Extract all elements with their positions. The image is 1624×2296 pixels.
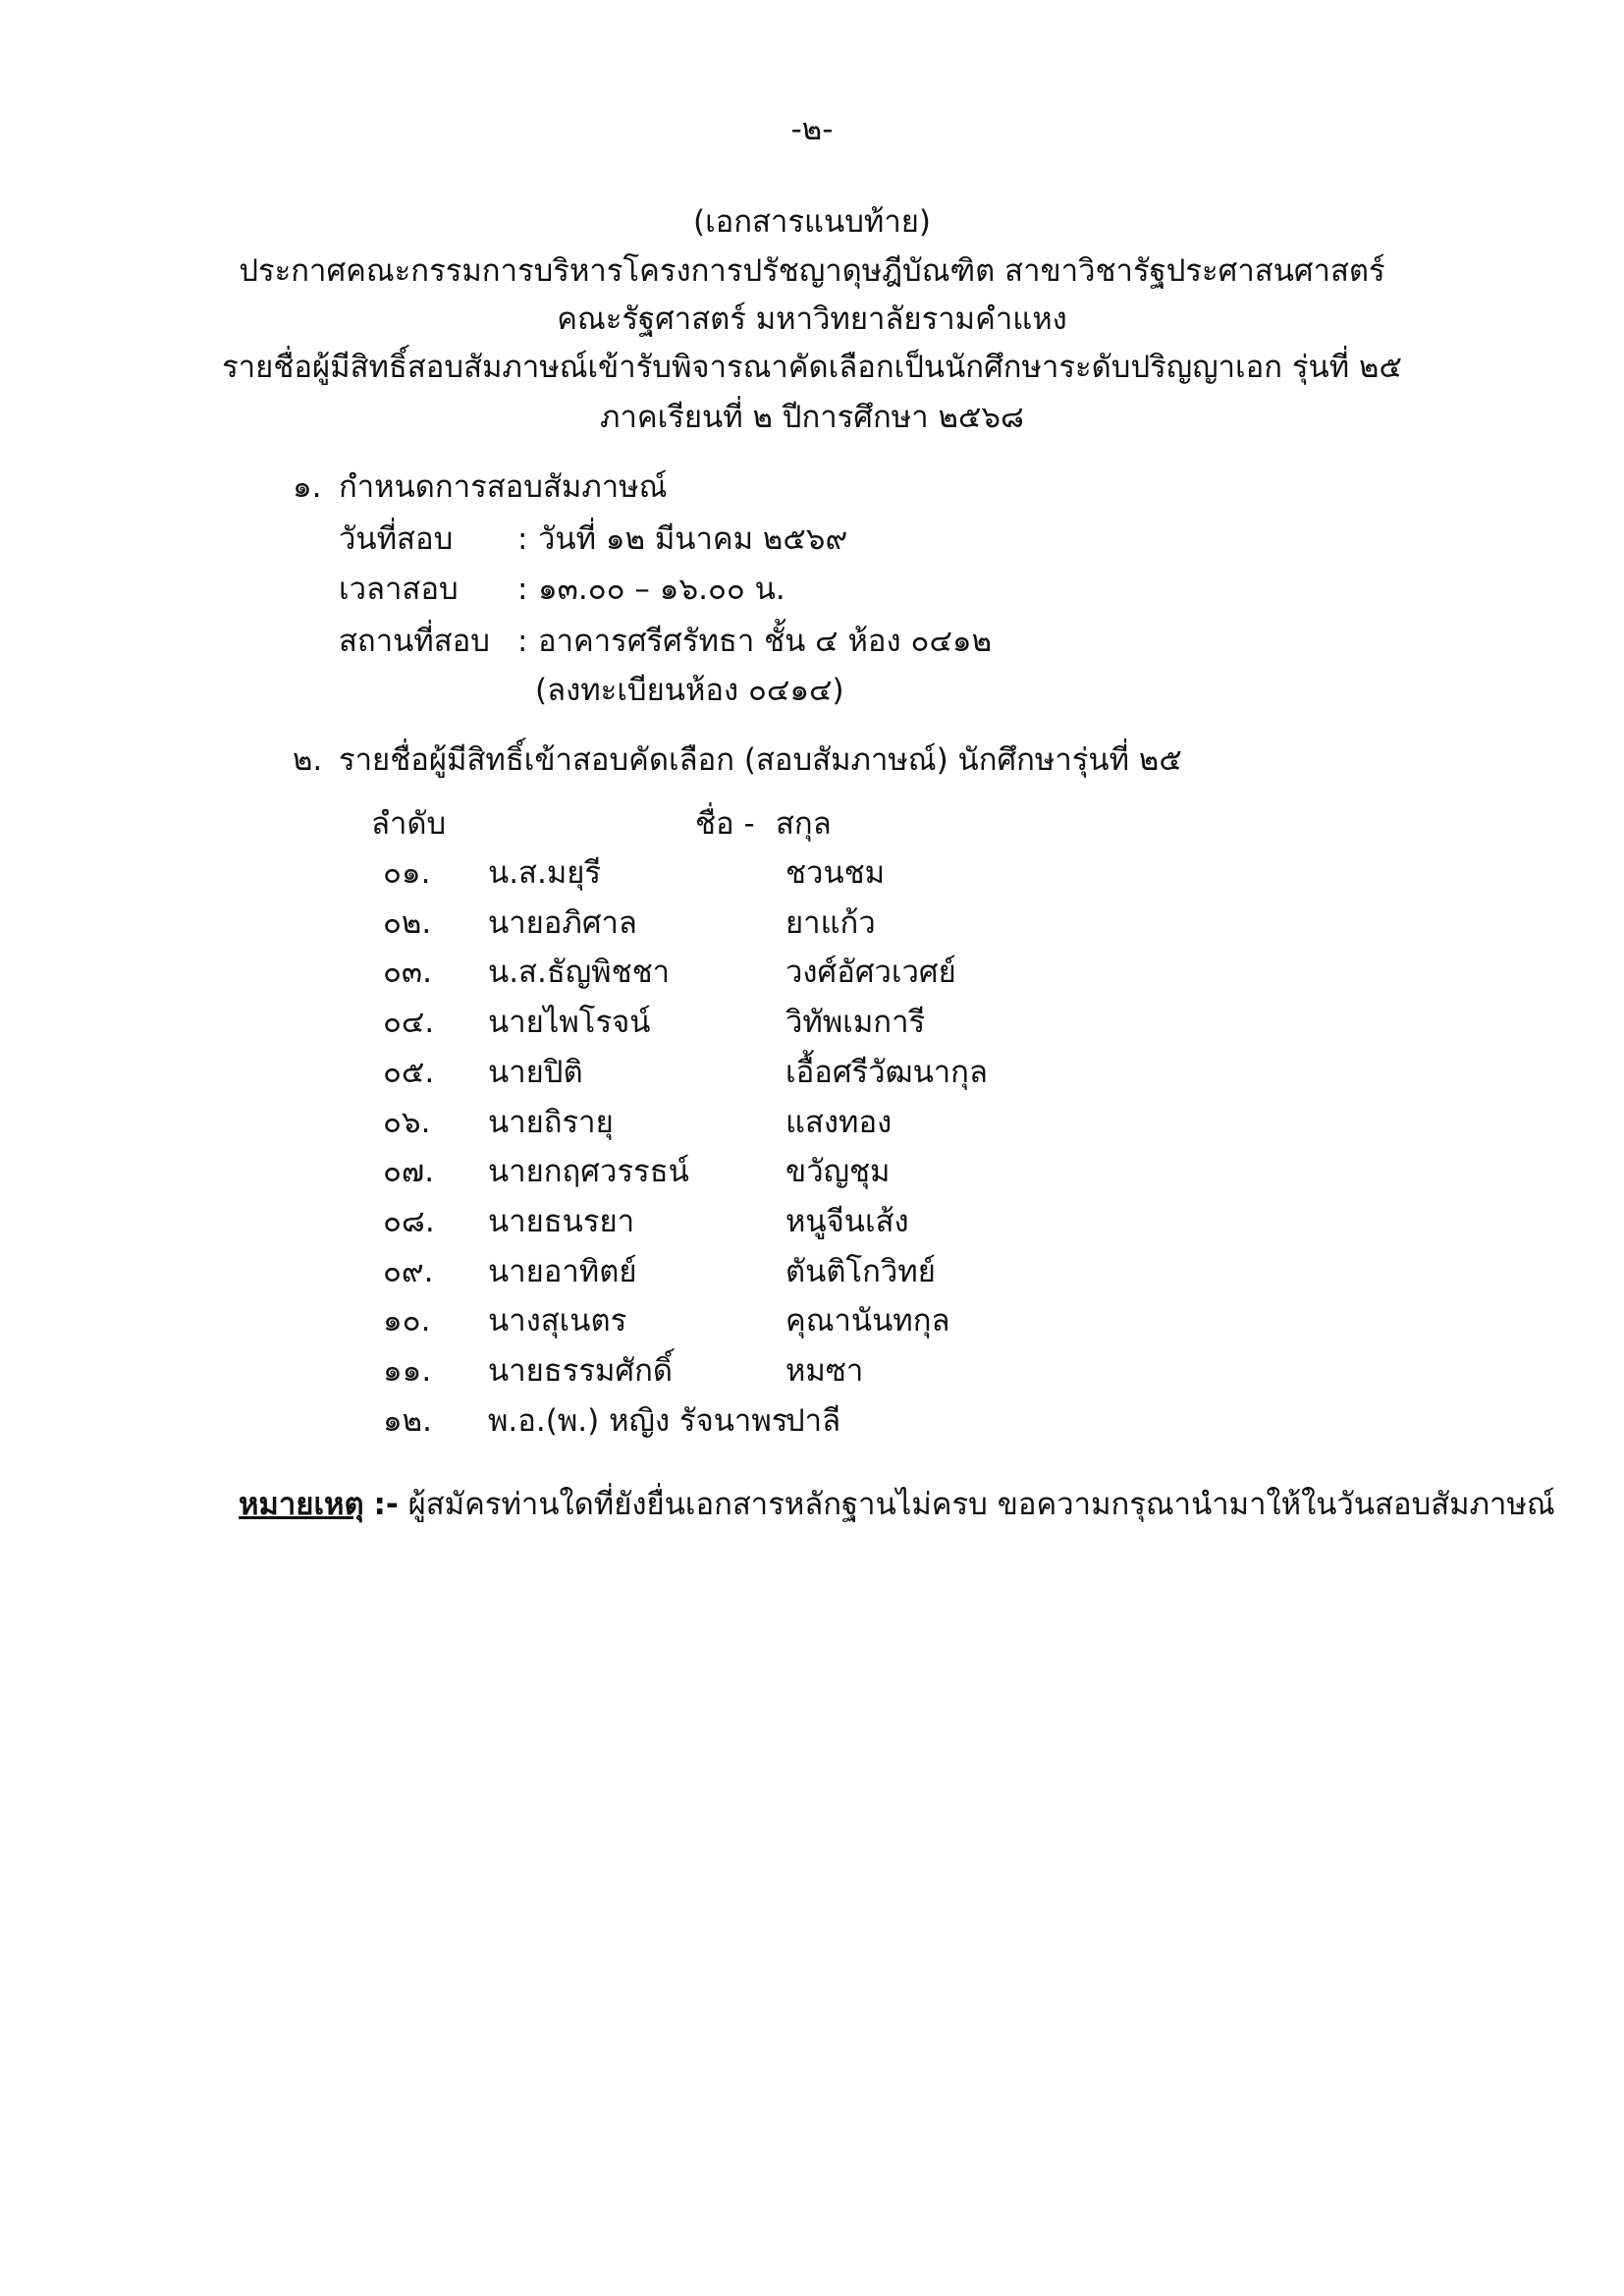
- candidate-first-name: นายอภิศาล: [488, 905, 637, 941]
- note: [239, 1485, 1555, 1524]
- candidate-last-name: ยาแก้ว: [785, 905, 876, 941]
- candidate-first-name: นายกฤศวรรธน์: [488, 1154, 689, 1189]
- header-attachment: (เอกสารแนบท้าย): [692, 204, 931, 240]
- candidate-number: ๐๒.: [383, 905, 432, 941]
- candidate-last-name: เอื้อศรีวัฒนากุล: [785, 1055, 988, 1090]
- section2-title: รายชื่อผู้มีสิทธิ์เข้าสอบคัดเลือก (สอบสัมภาษณ์) นักศึกษารุ่นที่ ๒๕: [339, 742, 1182, 778]
- exam-location-label: สถานที่สอบ: [339, 624, 490, 659]
- candidate-last-name: หนูจีนเส้ง: [785, 1204, 909, 1239]
- exam-date-label: วันที่สอบ: [339, 521, 454, 557]
- candidate-number: ๐๘.: [383, 1204, 435, 1239]
- candidate-number: ๐๔.: [383, 1005, 435, 1040]
- exam-time-label: เวลาสอบ: [339, 572, 459, 607]
- candidate-number: ๑๐.: [383, 1303, 431, 1339]
- candidate-first-name: นายอาทิตย์: [488, 1254, 637, 1289]
- candidate-first-name: นายถิรายุ: [488, 1105, 614, 1140]
- candidate-number: ๐๙.: [383, 1254, 434, 1289]
- note-separator: :-: [373, 1487, 399, 1522]
- exam-location-value: อาคารศรีศรัทธา ชั้น ๔ ห้อง ๐๔๑๒: [538, 624, 993, 659]
- exam-location-colon: :: [517, 624, 528, 659]
- candidate-first-name: นายปิติ: [488, 1055, 583, 1090]
- section2-number: ๒.: [293, 742, 323, 778]
- note-text: ผู้สมัครท่านใดที่ยังยื่นเอกสารหลักฐานไม่ครบ ขอความกรุณานำมาให้ในวันสอบสัมภาษณ์: [407, 1487, 1555, 1522]
- candidate-number: ๐๕.: [383, 1055, 435, 1090]
- candidate-first-name: พ.อ.(พ.) หญิง รัจนาพร: [488, 1403, 788, 1439]
- header-list-title: รายชื่อผู้มีสิทธิ์สอบสัมภาษณ์เข้ารับพิจารณาคัดเลือกเป็นนักศึกษาระดับปริญญาเอก รุ่นที่ ๒๕: [222, 350, 1402, 385]
- candidate-number: ๐๗.: [383, 1154, 435, 1189]
- candidate-first-name: น.ส.ธัญพิชชา: [488, 955, 671, 990]
- header-faculty: คณะรัฐศาสตร์ มหาวิทยาลัยรามคำแหง: [557, 301, 1067, 337]
- candidate-first-name: น.ส.มยุรี: [488, 855, 602, 891]
- candidate-number: ๑๑.: [383, 1353, 432, 1389]
- candidate-last-name: ขวัญชุม: [785, 1154, 891, 1189]
- candidate-last-name: วงศ์อัศวเวศย์: [785, 955, 956, 990]
- header-semester: ภาคเรียนที่ ๒ ปีการศึกษา ๒๕๖๘: [600, 400, 1024, 435]
- candidate-last-name: ตันติโกวิทย์: [785, 1254, 936, 1289]
- candidate-last-name: หมซา: [785, 1353, 864, 1389]
- registration-room: (ลงทะเบียนห้อง ๐๔๑๔): [535, 673, 844, 708]
- header-announcement: ประกาศคณะกรรมการบริหารโครงการปรัชญาดุษฎีบัณฑิต สาขาวิชารัฐประศาสนศาสตร์: [239, 253, 1385, 289]
- exam-date-colon: :: [517, 521, 528, 557]
- candidate-first-name: นายธนรยา: [488, 1204, 635, 1239]
- column-header-name: ชื่อ -: [695, 806, 755, 842]
- candidate-last-name: แสงทอง: [785, 1105, 893, 1140]
- page-number: -๒-: [790, 112, 834, 147]
- candidate-number: ๐๖.: [383, 1105, 431, 1140]
- candidate-first-name: นางสุเนตร: [488, 1303, 627, 1339]
- exam-time-colon: :: [517, 572, 528, 607]
- exam-time-value: ๑๓.๐๐ – ๑๖.๐๐ น.: [538, 572, 785, 607]
- candidate-number: ๐๑.: [383, 855, 431, 891]
- candidate-first-name: นายธรรมศักดิ์: [488, 1353, 673, 1389]
- candidate-last-name: วิทัพเมการี: [785, 1005, 926, 1040]
- candidate-last-name: คุณานันทกุล: [785, 1303, 950, 1339]
- section1-number: ๑.: [293, 469, 322, 505]
- exam-date-value: วันที่ ๑๒ มีนาคม ๒๕๖๙: [538, 521, 848, 557]
- column-header-surname: สกุล: [776, 806, 832, 842]
- candidate-last-name: ปาลี: [785, 1403, 841, 1439]
- candidate-first-name: นายไพโรจน์: [488, 1005, 651, 1040]
- column-header-order: ลำดับ: [371, 806, 447, 842]
- note-label: หมายเหตุ: [239, 1487, 364, 1522]
- candidate-number: ๐๓.: [383, 955, 432, 990]
- section1-title: กำหนดการสอบสัมภาษณ์: [339, 469, 668, 505]
- candidate-last-name: ชวนชม: [785, 855, 886, 891]
- candidate-number: ๑๒.: [383, 1403, 432, 1439]
